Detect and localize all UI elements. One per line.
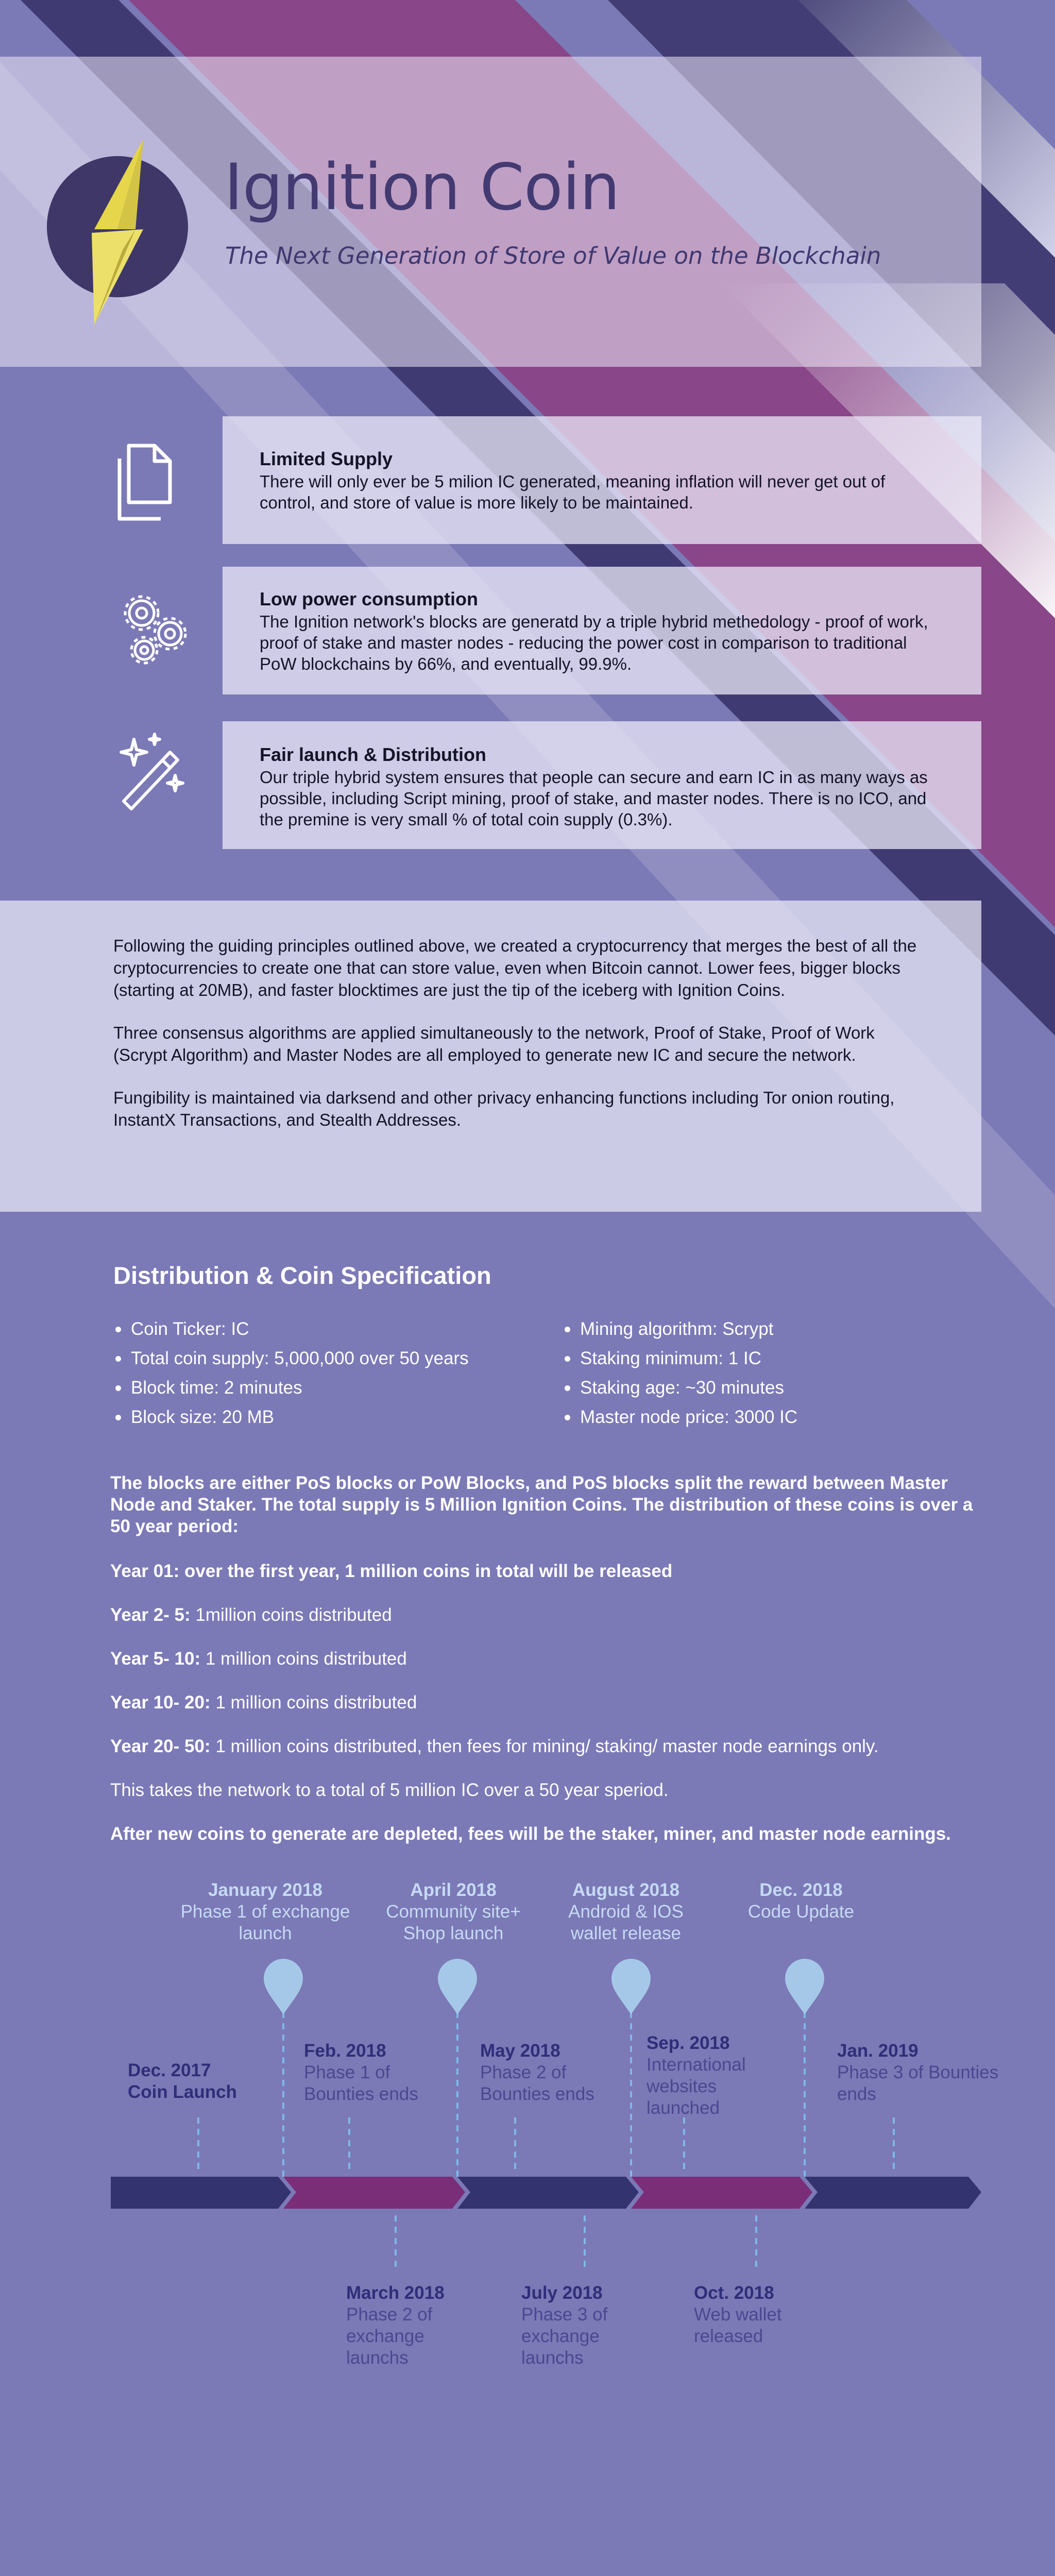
spec-item: Master node price: 3000 IC [563,1407,797,1436]
milestone-apr-2018 [371,1879,536,1944]
milestone-dec-2017 [128,2060,262,2103]
spec-item: Total coin supply: 5,000,000 over 50 years [113,1348,469,1378]
milestone-date: Sep. 2018 [646,2033,730,2053]
milestone-mar-2018 [346,2282,460,2369]
milestone-feb-2018 [304,2040,438,2105]
specs-list-right [563,1319,797,1436]
overview-paragraph: Fungibility is maintained via darksend and other privacy enhancing functions including Tor onion routing, InstantX Transactions, and Stealth Addresses. [113,1088,895,1129]
distribution-title: Distribution & Coin Specification [113,1262,491,1289]
total-note: This takes the network to a total of 5 million IC over a 50 year speriod. [110,1780,669,1800]
schedule-label: Year 20- 50: [110,1736,211,1756]
milestone-text: Phase 3 of exchange launchs [521,2304,608,2368]
milestone-date: Dec. 2018 [759,1880,843,1900]
milestone-date: May 2018 [480,2041,560,2061]
schedule-line [110,1605,392,1625]
milestone-text: Phase 3 of Bounties ends [837,2062,999,2104]
milestone-sep-2018 [646,2032,780,2119]
schedule-text: 1 million coins distributed [210,1692,417,1713]
overview-panel [0,901,981,1212]
page-subtitle: The Next Generation of Store of Value on the Blockchain [225,242,881,269]
milestone-oct-2018 [694,2282,818,2347]
feature-limited-supply [223,416,981,544]
spec-item: Coin Ticker: IC [113,1319,469,1348]
milestone-date: March 2018 [346,2283,445,2303]
schedule-line [110,1736,879,1757]
feature-fair-launch [223,721,981,849]
milestone-text: Phase 1 of Bounties ends [304,2062,418,2104]
page-title: Ignition Coin [224,150,620,225]
milestone-date: April 2018 [410,1880,497,1900]
milestone-date: Oct. 2018 [694,2283,774,2303]
feature-text: The Ignition network's blocks are generatd by a triple hybrid methedology - proof of work, proof of stake and master nodes - reducing the power cost in comparison to traditional PoW blockchains by 66%, and eventually, 99.9%. [260,612,928,673]
milestone-text: Coin Launch [128,2082,237,2102]
overview-paragraph: Following the guiding principles outlined above, we created a cryptocurrency that merges the best of all the cryptocurrencies to create one that can store value, even when Bitcoin cannot. Lower fees, bigger blocks (starting at 20MB), and faster blocktimes are just the tip of the iceberg with Ignition Coins. [113,936,917,999]
milestone-text: Android & IOS wallet release [568,1902,684,1943]
magic-wand-icon [113,732,196,814]
feature-title: Limited Supply [260,448,393,469]
milestone-aug-2018 [546,1879,706,1944]
milestone-may-2018 [480,2040,614,2105]
specs-list-left [113,1319,469,1436]
schedule-label: Year 2- 5: [110,1605,191,1625]
spec-item: Block time: 2 minutes [113,1378,469,1407]
schedule-text: 1million coins distributed [190,1605,392,1625]
spec-item: Staking age: ~30 minutes [563,1378,797,1407]
spec-item: Block size: 20 MB [113,1407,469,1436]
milestone-text: Phase 2 of exchange launchs [346,2304,433,2368]
milestone-date: Jan. 2019 [837,2041,918,2061]
milestone-jul-2018 [521,2282,635,2369]
year-01-line: Year 01: over the first year, 1 million coins in total will be released [110,1561,673,1581]
feature-text: There will only ever be 5 milion IC generated, meaning inflation will never get out of control, and store of value is more likely to be maintained. [260,472,886,512]
schedule-label: Year 10- 20: [110,1692,211,1713]
spec-item: Mining algorithm: Scrypt [563,1319,797,1348]
milestone-date: January 2018 [208,1880,322,1900]
feature-text: Our triple hybrid system ensures that people can secure and earn IC in as many ways as possible, including Script mining, proof of stake, and master nodes. There is no ICO, and the premine is very small % of total coin supply (0.3%). [260,768,928,829]
milestone-text: Phase 1 of exchange launch [180,1902,350,1943]
milestone-date: Dec. 2017 [128,2060,211,2080]
milestone-text: Community site+ Shop launch [386,1902,521,1943]
ignition-flame-logo [45,139,190,325]
documents-icon [113,440,180,523]
final-note: After new coins to generate are depleted, fees will be the staker, miner, and master node earnings. [110,1824,951,1844]
milestone-date: Feb. 2018 [304,2041,386,2061]
gears-icon [113,587,196,670]
milestone-date: July 2018 [521,2283,603,2303]
milestone-text: International websites launched [646,2055,746,2118]
schedule-text: 1 million coins distributed [200,1649,407,1669]
milestone-text: Web wallet released [694,2304,782,2346]
feature-low-power [223,567,981,694]
milestone-jan-2019 [837,2040,1002,2105]
spec-item: Staking minimum: 1 IC [563,1348,797,1378]
schedule-text: 1 million coins distributed, then fees for mining/ staking/ master node earnings only. [210,1736,879,1756]
feature-title: Low power consumption [260,588,478,609]
schedule-line [110,1649,407,1669]
milestone-jan-2018 [170,1879,361,1944]
overview-paragraph: Three consensus algorithms are applied simultaneously to the network, Proof of Stake, Proof of Work (Scrypt Algorithm) and Master Nodes are all employed to generate new IC and secure the network. [113,1023,875,1064]
milestone-text: Phase 2 of Bounties ends [480,2062,594,2104]
schedule-line [110,1692,417,1713]
milestone-text: Code Update [747,1902,855,1922]
schedule-label: Year 5- 10: [110,1649,201,1669]
milestone-date: August 2018 [572,1880,680,1900]
distribution-intro: The blocks are either PoS blocks or PoW Blocks, and PoS blocks split the reward between Master Node and Staker. The total supply is 5 Million Ignition Coins. The distribution of these coins is over a 50 year period: [110,1473,973,1536]
milestone-dec-2018 [721,1879,881,1923]
feature-title: Fair launch & Distribution [260,744,487,765]
